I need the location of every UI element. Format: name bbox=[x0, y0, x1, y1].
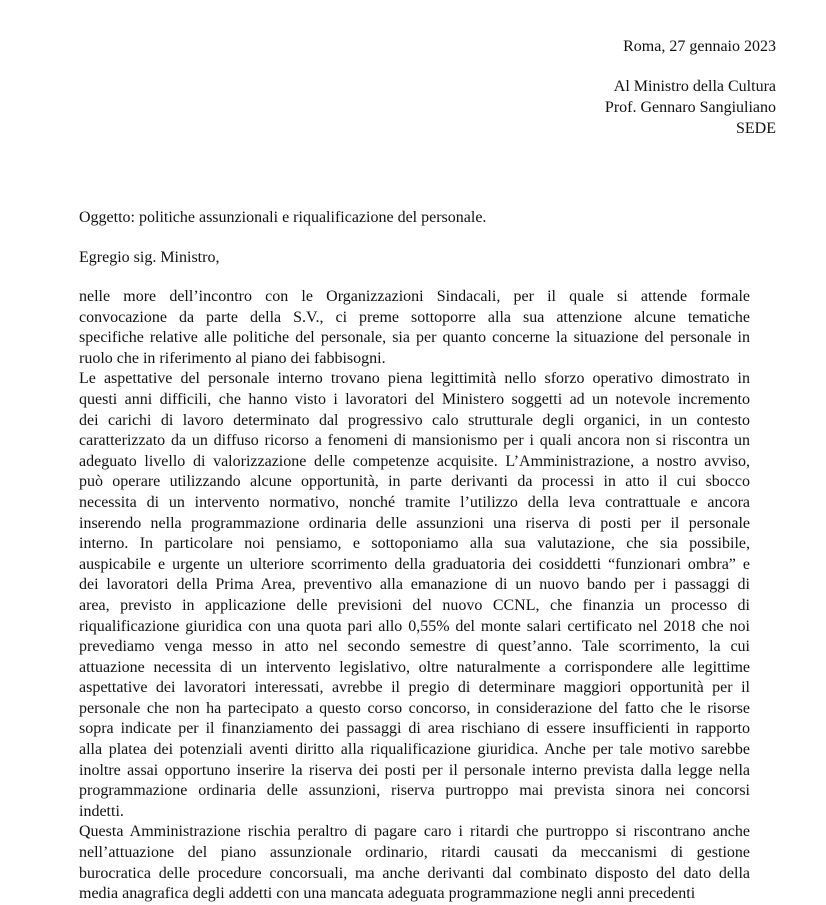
body-line: alla platea dei potenziali aventi diritto alla riqualificazione giuridica. Anche per tale motivo sarebbe bbox=[79, 741, 750, 759]
body-line: adeguato livello di valorizzazione delle competenze acquisite. L’Amministrazione, a nostro avviso, bbox=[79, 452, 750, 470]
body-line: caratterizzato da un diffuso ricorso a fenomeni di mansionismo per i quali ancora non si riscontra un bbox=[79, 432, 750, 450]
body-paragraph bbox=[79, 369, 750, 822]
body-line: personale che non ha partecipato a questo corso concorso, in considerazione del fatto che le risorse bbox=[79, 699, 750, 717]
body-line: necessita di un intervento normativo, nonché tramite l’utilizzo della leva contrattuale e ancora bbox=[79, 493, 750, 511]
body-line: dei lavoratori della Prima Area, preventivo alla emanazione di un nuovo bando per i passaggi di bbox=[79, 576, 750, 594]
body-line: riqualificazione giuridica con una quota pari allo 0,55% del monte salari certificato nel 2018 che noi bbox=[79, 617, 750, 635]
letter-body bbox=[79, 287, 750, 905]
body-line: nell’attuazione del piano assunzionale ordinario, ritardi causati da meccanismi di gestione bbox=[79, 844, 750, 862]
body-paragraph bbox=[79, 822, 750, 904]
body-line: indetti. bbox=[79, 802, 124, 820]
letter-date: Roma, 27 gennaio 2023 bbox=[623, 38, 776, 55]
recipient-title: Al Ministro della Cultura bbox=[613, 78, 776, 95]
body-line: prevediamo venga messo in atto nel secondo semestre di quest’anno. Tale scorrimento, la cui bbox=[79, 638, 750, 656]
body-line: aspettative dei lavoratori interessati, avrebbe il pregio di determinare maggiori opportunità per il bbox=[79, 679, 750, 697]
body-line: Questa Amministrazione rischia peraltro di pagare caro i ritardi che purtroppo si riscontrano anche bbox=[79, 823, 750, 841]
body-line: ruolo che in riferimento al piano dei fabbisogni. bbox=[79, 349, 386, 367]
body-line: programmazione ordinaria delle assunzioni, riserva purtroppo mai prevista sinora nei concorsi bbox=[79, 782, 750, 800]
body-line: Le aspettative del personale interno trovano piena legittimità nello sforzo operativo dimostrato in bbox=[79, 370, 750, 388]
body-line: media anagrafica degli addetti con una mancata adeguata programmazione negli anni precedenti bbox=[79, 885, 696, 903]
body-line: nelle more dell’incontro con le Organizzazioni Sindacali, per il quale si attende formale bbox=[79, 288, 750, 305]
recipient-name: Prof. Gennaro Sangiuliano bbox=[604, 99, 776, 116]
body-paragraph bbox=[79, 287, 750, 369]
body-line: interno. In particolare noi pensiamo, e sottoponiamo alla sua valutazione, che sia possibile, bbox=[79, 535, 750, 553]
body-line: dei carichi di lavoro determinato dal progressivo calo strutturale degli organici, in un contesto bbox=[79, 411, 750, 429]
body-line: inserendo nella programmazione ordinaria delle assunzioni una riserva di posti per il personale bbox=[79, 514, 750, 532]
letter-salutation: Egregio sig. Ministro, bbox=[79, 249, 220, 266]
body-line: sopra indicate per il finanziamento dei passaggi di area rischiano di essere insufficienti in rapporto bbox=[79, 720, 750, 738]
recipient-block bbox=[605, 76, 776, 139]
body-line: specifiche relative alle politiche del personale, sia per quanto concerne la situazione del personale in bbox=[79, 329, 750, 347]
recipient-location: SEDE bbox=[736, 120, 776, 137]
body-line: può operare utilizzando alcune opportunità, in parte derivanti da processi in atto il cui sbocco bbox=[79, 473, 750, 491]
body-line: burocratica delle procedure concorsuali, ma anche derivanti dal combinato disposto del dato della bbox=[79, 864, 750, 882]
body-line: inoltre assai opportuno inserire la riserva dei posti per il personale interno prevista dalla legge nella bbox=[79, 761, 750, 779]
body-line: attuazione necessita di un intervento legislativo, oltre naturalmente a corrispondere alle legittime bbox=[79, 658, 750, 676]
body-line: area, previsto in applicazione delle previsioni del nuovo CCNL, che finanzia un processo di bbox=[79, 596, 750, 614]
body-line: questi anni difficili, che hanno visto i lavoratori del Ministero soggetti ad un notevole incremento bbox=[79, 390, 750, 408]
body-line: convocazione da parte della S.V., ci preme sottoporre alla sua attenzione alcune tematiche bbox=[79, 308, 750, 326]
body-line: auspicabile e urgente un ulteriore scorrimento della graduatoria dei cosiddetti “funzionari ombra” e bbox=[79, 555, 750, 573]
letter-subject: Oggetto: politiche assunzionali e riqualificazione del personale. bbox=[79, 209, 487, 226]
